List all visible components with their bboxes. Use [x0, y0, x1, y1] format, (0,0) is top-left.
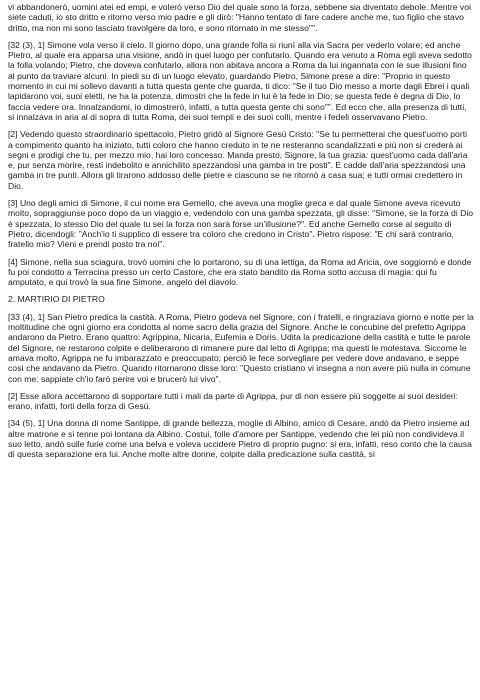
paragraph-32-3: [3] Uno degli amici di Simone, il cui nome era Gemello, che aveva una moglie greca e dal quale Simone aveva ricevuto molto, sopraggiunse poco dopo da un viaggio e, vedendolo con una gamba spezzata, gli disse: "Simone, se la forza di Dio è spezzata, lo stesso Dio del quale tu sei la forza non sarà forse un'illusione?". Ed anche Gemello corse al seguito di Pietro, dicendogli: "Anch'io ti supplico di essere tra coloro che credono in Cristo". Pietro rispose: "E chi sarà contrario, fratello mio? Vieni e prendi posto tra noi". — [8, 198, 474, 250]
paragraph-33-1: [33 (4), 1] San Pietro predica la castità. A Roma, Pietro godeva nel Signore, con i fratelli, e ringraziava giorno e notte per la moltitudine che ogni giorno era condotta al nome sacro della grazia del Signore. Anche le concubine del prefetto Agrippa andarono da Pietro. Erano quattro: Agrippina, Nicaria, Eufemia e Doris. Udita la predicazione della castità e tutte le parole del Signore, ne restarono colpite e deliberarono di rimanere pure dal letto di Agrippa; ma questi le molestava. Siccome le amava molto, Agrippa ne fu imbarazzato e preoccupato; perciò le fece sorvegliare per vedere dove andavano, e seppe così che andavano da Pietro. Quando ritornarono disse loro: "Questo cristiano vi insegna a non avere più nulla in comune con me: sappiate ch'io farò perire voi e brucerò lui vivo". — [8, 311, 474, 384]
paragraph-33-2: [2] Esse allora accettarono di sopportare tutti i mali da parte di Agrippa, pur di non essere più soggette ai suoi desideri: erano, infatti, forti della forza di Gesù. — [8, 390, 459, 412]
section-heading: 2. MARTIRIO DI PIETRO — [8, 294, 105, 305]
paragraph-32-1: [32 (3), 1] Simone vola verso il cielo. Il giorno dopo, una grande folla si riunì alla via Sacra per vederlo volare; ed anche Pietro, al quale era apparsa una visione, andò in quel luogo per confutarlo. Quando era venuto a Roma egli aveva sedotto la folla volando; Pietro, che doveva confutarlo, allora non abitava ancora a Roma da lui ingannata con le sue illusioni fino al punto da traviare alcuni. In piedi su di un luogo elevato, guardando Pietro, Simone prese a dire: "Proprio in questo momento in cui mi sollevo davanti a tutta questa gente che guarda, ti dico: "Se il tuo Dio messo a morte dagli Ebrei i quali lapidarono voi, suoi eletti, ne ha la potenza, dimostri che la fede in lui è la fede in Dio; se questa fede è degna di Dio, lo faccia vedere ora. Innalzandomi, io dimostrerò, infatti, a tutta questa gente chi sono"". Ed ecco che, alla presenza di tutti, si innalzava in aria al di sopra di tutta Roma, dei suoi templi e dei suoi colli, mentre i fedeli osservavano Pietro. — [8, 39, 472, 122]
paragraph-34-1: [34 (5), 1] Una donna di nome Santippe, di grande bellezza, moglie di Albino, amico di Cesare, andò da Pietro insieme ad altre matrone e si tenne poi lontana da Albino. Costui, folle d'amore per Santippe, vedendo che lei più non condivideva il suo letto, andò sulle furie come una belva e voleva uccidere Pietro di proprio pugno: si era, infatti, reso conto che la causa di questa separazione era lui. Anche molte altre donne, colpite dalla predicazione sulla castità, si — [8, 418, 472, 460]
paragraph-32-4: [4] Simone, nella sua sciagura, trovò uomini che lo portarono, su di una lettiga, da Roma ad Aricia, ove soggiornò e donde fu poi condotto a Terracina presso un certo Castore, che era stato bandito da Roma sotto accusa di magia: qui fu amputato, e qui trovò la sua fine Simone, angelo del diavolo. — [8, 256, 472, 288]
paragraph-32-2: [2] Vedendo questo straordinario spettacolo, Pietro gridò al Signore Gesù Cristo: "Se tu permetterai che quest'uomo porti a compimento quanto ha iniziato, tutti coloro che hanno creduto in te ne resteranno scandalizzati e più non si crederà ai segni e prodigi che tu, per mezzo mio, hai loro concesso. Manda presto, Signore, la tua grazia: quest'uomo cada dall'aria e, pur senza morire, resti indebolito e annichilito spezzandosi una gamba in tre posti". E cadde dall'aria spezzandosi una gamba in tre punti. Allora gli tirarono addosso delle pietre e ciascuno se ne ritornò a casa sua; e tutti ormai credettero in Dio. — [8, 129, 468, 191]
paragraph-continuation: vi abbandonerò, uomini atei ed empi, e volerò verso Dio del quale sono la forza, sebbene sia diventato debole. Mentre voi siete caduti, io sto dritto e ritorno verso mio padre e gli dirò: "Hanno tentato di fare cadere anche me, tuo figlio che stavo dritto, ma non mi sono lasciato travolgere da loro, e sono ritornato in me stesso"". — [8, 2, 471, 33]
